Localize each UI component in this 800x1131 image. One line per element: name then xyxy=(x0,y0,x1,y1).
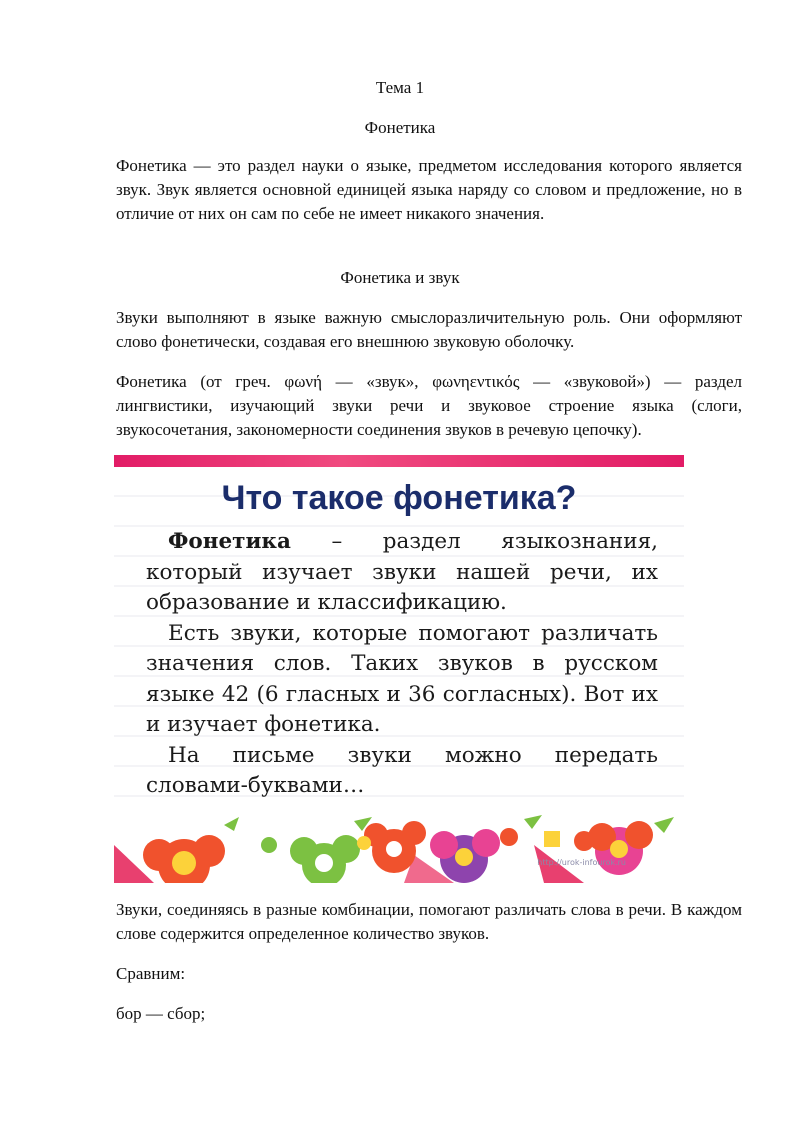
page-title: Фонетика xyxy=(364,118,436,137)
paragraph-definition: Фонетика — это раздел науки о языке, предметом исследования которого является звук. Звук является основной единицей языка наряду со словом и предложение, но в отличие от них он сам по себе не имеет никакого значения. xyxy=(116,156,742,223)
slide-watermark: http://urok-infourok.ru xyxy=(537,858,626,867)
slide-title: Что такое фонетика? xyxy=(221,479,577,517)
slide-definition xyxy=(146,527,658,619)
slide-term: Фонетика xyxy=(168,529,291,554)
slide-sounds-count: Есть звуки, которые помогают различать значения слов. Таких звуков в русском языке 42 (6 гласных и 36 согласных). Вот их и изучает фонетика. xyxy=(146,620,658,737)
topic-number: Тема 1 xyxy=(375,78,425,97)
paragraph-combinations: Звуки, соединяясь в разные комбинации, помогают различать слова в речи. В каждом слове содержится определенное количество звуков. xyxy=(116,900,742,943)
slide-body xyxy=(146,527,658,802)
subheading: Фонетика и звук xyxy=(340,268,460,287)
ball-icon xyxy=(261,837,277,853)
ball-icon xyxy=(500,828,518,846)
square-icon xyxy=(544,831,560,847)
slide-letters-note: На письме звуки можно передать словами-буквами… xyxy=(146,742,658,798)
slide-definition-text: – раздел языкознания, который изучает звуки нашей речи, их образование и классификацию. xyxy=(146,529,658,615)
ball-icon xyxy=(357,836,371,850)
slide-image xyxy=(114,455,684,883)
slide-top-bar xyxy=(114,455,684,467)
paragraph-compare: Сравним: xyxy=(116,964,186,983)
paragraph-role: Звуки выполняют в языке важную смыслоразличительную роль. Они оформляют слово фонетически, создавая его внешнюю звуковую оболочку. xyxy=(116,308,742,351)
paragraph-etymology: Фонетика (от греч. φωνή — «звук», φωνηεντικός — «звуковой») — раздел лингвистики, изучающий звуки речи и звуковое строение языка (слоги, звукосочетания, закономерности соединения звуков в речевую цепочку). xyxy=(116,372,742,439)
example-bor-sbor: бор — сбор; xyxy=(116,1004,206,1023)
